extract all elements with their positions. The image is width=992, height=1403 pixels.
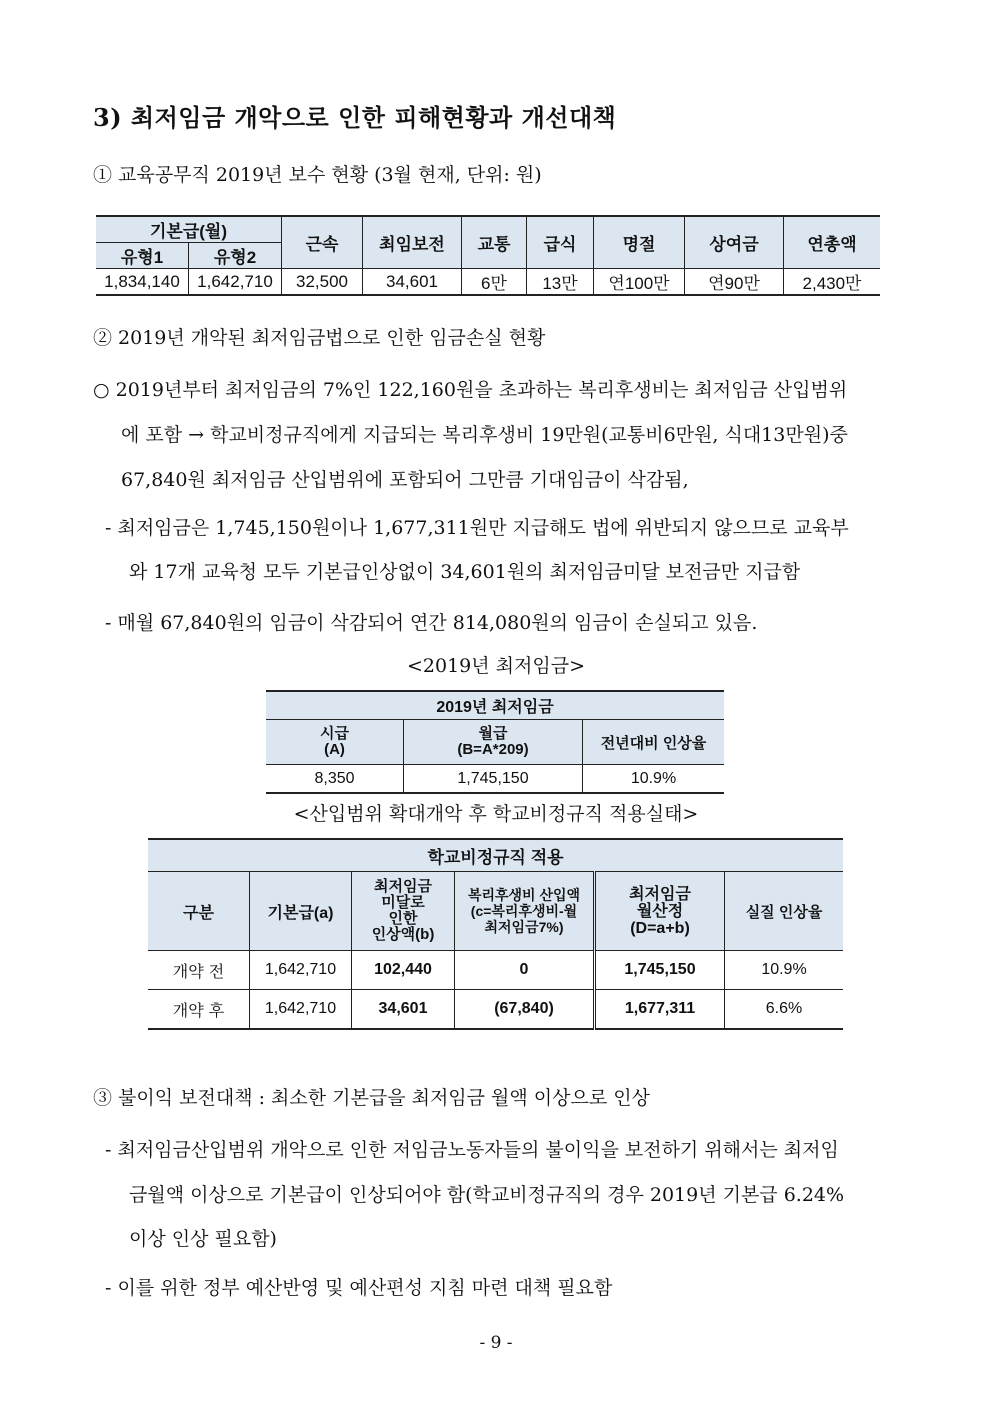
row-before-label: 개약 전 xyxy=(148,951,250,990)
header-meal: 급식 xyxy=(527,216,594,269)
header-hourly: 시급 (A) xyxy=(266,720,404,765)
item3-heading: ③ 불이익 보전대책 : 최소한 기본급을 최저임금 월액 이상으로 인상 xyxy=(93,1087,650,1109)
section-title: 3) 최저임금 개악으로 인한 피해현황과 개선대책 xyxy=(93,103,617,132)
header-minwage-d: 최저임금 월산정 (D=a+b) xyxy=(595,872,725,951)
header-increase-rate: 전년대비 인상율 xyxy=(583,720,725,765)
header-real-rate: 실질 인상율 xyxy=(725,872,844,951)
row-before-minwage: 1,745,150 xyxy=(595,951,725,990)
cell-annual-total: 2,430만 xyxy=(784,269,881,296)
cell-type2: 1,642,710 xyxy=(189,269,282,296)
cell-bonus: 연90만 xyxy=(685,269,784,296)
para1-line1: ○ 2019년부터 최저임금의 7%인 122,160원을 초과하는 복리후생비는 최저임금 산입범위 xyxy=(93,379,848,401)
row-after-increase: 34,601 xyxy=(352,990,455,1030)
header-increase-b: 최저임금 미달로 인한 인상액(b) xyxy=(352,872,455,951)
item2-heading: ② 2019년 개악된 최저임금법으로 인한 임금손실 현황 xyxy=(93,327,546,349)
header-annual-total: 연총액 xyxy=(784,216,881,269)
row-after-basic: 1,642,710 xyxy=(250,990,352,1030)
caption-application: <산입범위 확대개악 후 학교비정규직 적용실태> xyxy=(293,803,699,825)
row-before-welfare: 0 xyxy=(455,951,595,990)
header-transport: 교통 xyxy=(462,216,527,269)
cell-seniority: 32,500 xyxy=(282,269,363,296)
row-before-rate: 10.9% xyxy=(725,951,844,990)
header-bonus: 상여금 xyxy=(685,216,784,269)
row-after-minwage: 1,677,311 xyxy=(595,990,725,1030)
header-holiday: 명절 xyxy=(594,216,685,269)
cell-increase-rate: 10.9% xyxy=(583,765,725,794)
para1-line3: 67,840원 최저임금 산입범위에 포함되어 그만큼 기대임금이 삭감됨, xyxy=(121,469,689,491)
para4-line1: - 최저임금산입범위 개악으로 인한 저임금노동자들의 불이익을 보전하기 위해서는 최저임 xyxy=(105,1139,839,1161)
row-after-welfare: (67,840) xyxy=(455,990,595,1030)
cell-hourly: 8,350 xyxy=(266,765,404,794)
application-table-title: 학교비정규직 적용 xyxy=(148,839,843,872)
header-type2: 유형2 xyxy=(189,243,282,269)
header-category: 구분 xyxy=(148,872,250,951)
row-after-rate: 6.6% xyxy=(725,990,844,1030)
cell-monthly: 1,745,150 xyxy=(404,765,583,794)
cell-type1: 1,834,140 xyxy=(96,269,189,296)
cell-minwage-compensation: 34,601 xyxy=(363,269,462,296)
min-wage-table xyxy=(266,690,724,794)
para2-line1: - 최저임금은 1,745,150원이나 1,677,311원만 지급해도 법에 위반되지 않으므로 교육부 xyxy=(105,517,849,539)
min-wage-table-title: 2019년 최저임금 xyxy=(266,691,724,720)
row-before-increase: 102,440 xyxy=(352,951,455,990)
page-number: - 9 - xyxy=(479,1333,513,1353)
item1-heading: ① 교육공무직 2019년 보수 현황 (3월 현재, 단위: 원) xyxy=(93,164,542,186)
header-monthly: 월급 (B=A*209) xyxy=(404,720,583,765)
header-basic-pay: 기본급(월) xyxy=(96,216,282,243)
cell-meal: 13만 xyxy=(527,269,594,296)
para3-line: - 매월 67,840원의 임금이 삭감되어 연간 814,080원의 임금이 손실되고 있음. xyxy=(105,612,758,634)
row-after-label: 개약 후 xyxy=(148,990,250,1030)
para4-line3: 이상 인상 필요함) xyxy=(129,1228,277,1250)
header-seniority: 근속 xyxy=(282,216,363,269)
cell-holiday: 연100만 xyxy=(594,269,685,296)
pay-status-table xyxy=(96,215,880,296)
header-welfare-c: 복리후생비 산입액 (c=복리후생비-월 최저임금7%) xyxy=(455,872,595,951)
para1-line2: 에 포함 → 학교비정규직에게 지급되는 복리후생비 19만원(교통비6만원, 식대13만원)중 xyxy=(121,424,848,446)
row-before-basic: 1,642,710 xyxy=(250,951,352,990)
caption-min-wage: <2019년 최저임금> xyxy=(406,655,585,677)
para2-line2: 와 17개 교육청 모두 기본급인상없이 34,601원의 최저임금미달 보전금만 지급함 xyxy=(129,561,801,583)
header-basic-pay-a: 기본급(a) xyxy=(250,872,352,951)
para5-line: - 이를 위한 정부 예산반영 및 예산편성 지침 마련 대책 필요함 xyxy=(105,1277,613,1299)
header-type1: 유형1 xyxy=(96,243,189,269)
application-table xyxy=(148,838,843,1030)
cell-transport: 6만 xyxy=(462,269,527,296)
header-minwage-compensation: 최임보전 xyxy=(363,216,462,269)
para4-line2: 금월액 이상으로 기본급이 인상되어야 함(학교비정규직의 경우 2019년 기본급 6.24% xyxy=(129,1184,845,1206)
